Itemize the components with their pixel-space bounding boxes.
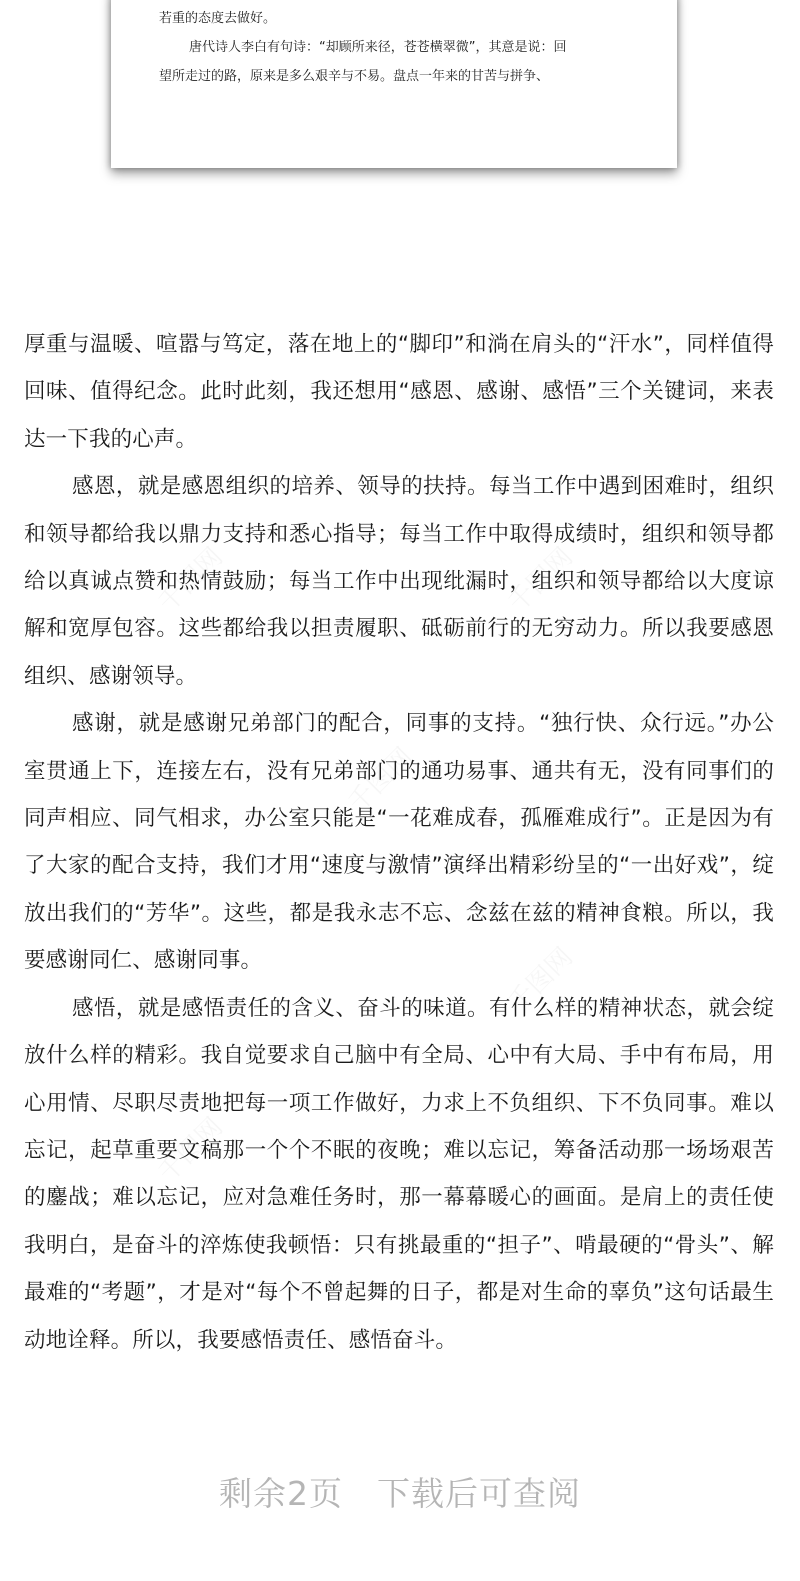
preview-line: 若重的态度去做好。 [159,11,277,26]
paragraph: 感谢，就是感谢兄弟部门的配合，同事的支持。“独行快、众行远。”办公室贯通上下，连接左右，没有兄弟部门的通功易事、通共有无，没有同事们的同声相应、同气相求，办公室只能是“一花难成春，孤雁难成行”。正是因为有了大家的配合支持，我们才用“速度与激情”演绎出精彩纷呈的“一出好戏”，绽放出我们的“芳华”。这些，都是我永志不忘、念兹在兹的精神食粮。所以，我要感谢同仁、感谢同事。 [24,711,774,974]
download-to-view-label[interactable]: 下载后可查阅 [377,1474,581,1513]
preview-line: 望所走过的路，原来是多么艰辛与不易。盘点一年来的甘苦与拼争、 [159,69,550,84]
paragraph: 厚重与温暖、喧嚣与笃定，落在地上的“脚印”和淌在肩头的“汗水”，同样值得回味、值得纪念。此时此刻，我还想用“感恩、感谢、感悟”三个关键词，来表达一下我的心声。 [24,332,774,452]
document-body [24,321,774,1364]
paragraph: 感恩，就是感恩组织的培养、领导的扶持。每当工作中遇到困难时，组织和领导都给我以鼎力支持和悉心指导；每当工作中取得成绩时，组织和领导都给以真诚点赞和热情鼓励；每当工作中出现纰漏时，组织和领导都给以大度谅解和宽厚包容。这些都给我以担责履职、砥砺前行的无穷动力。所以我要感恩组织、感谢领导。 [24,474,774,689]
preview-line: 唐代诗人李白有句诗：“却顾所来径，苍苍横翠微”，其意是说：回 [189,40,567,55]
paragraph: 感悟，就是感悟责任的含义、奋斗的味道。有什么样的精神状态，就会绽放什么样的精彩。我自觉要求自己脑中有全局、心中有大局、手中有布局，用心用情、尽职尽责地把每一项工作做好，力求上不负组织、下不负同事。难以忘记，起草重要文稿那一个个不眠的夜晚；难以忘记，筹备活动那一场场艰苦的鏖战；难以忘记，应对急难任务时，那一幕幕暖心的画面。是肩上的责任使我明白，是奋斗的淬炼使我顿悟：只有挑最重的“担子”、啃最硬的“骨头”、解最难的“考题”，才是对“每个不曾起舞的日子，都是对生命的辜负”这句话最生动地诠释。所以，我要感悟责任、感悟奋斗。 [24,995,774,1353]
download-hint[interactable] [0,1468,800,1515]
remaining-pages-label: 剩余2页 [219,1474,343,1513]
document-preview-page [111,0,677,168]
